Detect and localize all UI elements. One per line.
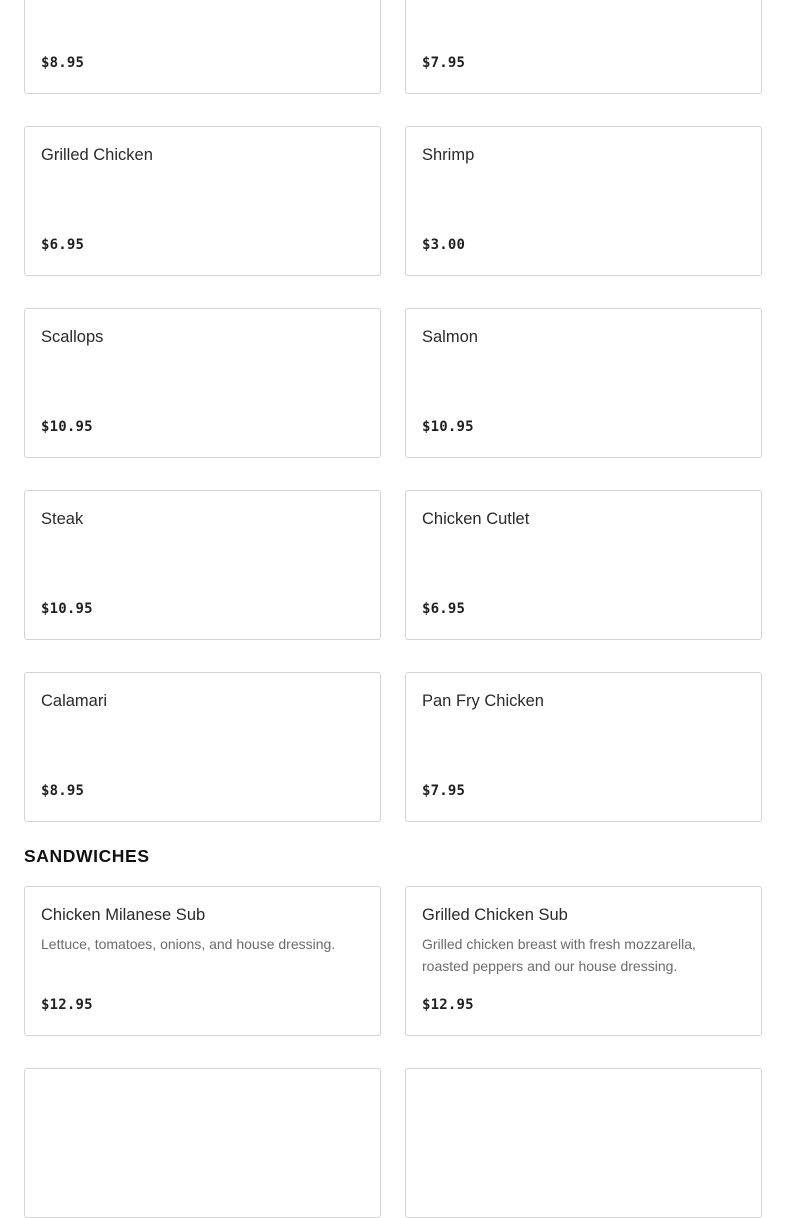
menu-item-description: Grilled chicken breast with fresh mozzarella, roasted peppers and our house dressing. [422,936,696,974]
menu-item-price: $7.95 [422,783,466,799]
menu-item-card[interactable] [24,1068,381,1218]
menu-item-name: Calamari [41,692,108,710]
menu-item-price: $3.00 [422,237,466,253]
menu-item-name: Chicken Cutlet [422,510,530,528]
menu-item-card[interactable] [405,0,762,94]
menu-item-price: $7.95 [422,55,466,71]
menu-item-card[interactable] [405,672,762,822]
menu-item-price: $8.95 [41,55,85,71]
menu-item-name: Shrimp [422,146,475,164]
menu-item-description: Lettuce, tomatoes, onions, and house dressing. [41,936,336,952]
menu-item-card[interactable] [24,0,381,94]
menu-item-name: Chicken Milanese Sub [41,906,206,924]
menu-item-card[interactable] [405,886,762,1036]
menu-item-price: $12.95 [41,997,93,1013]
menu-item-price: $8.95 [41,783,85,799]
menu-item-name: Grilled Chicken Sub [422,906,568,924]
menu-item-name: Steak [41,510,84,528]
menu-item-card[interactable] [24,490,381,640]
menu-item-name: Grilled Chicken [41,146,153,164]
menu-item-card[interactable] [24,126,381,276]
menu-item-card[interactable] [405,126,762,276]
menu-item-price: $10.95 [41,419,93,435]
menu-item-price: $6.95 [41,237,85,253]
menu-item-price: $10.95 [422,419,474,435]
menu-item-card[interactable] [24,308,381,458]
menu-item-name: Pan Fry Chicken [422,692,544,710]
menu-item-price: $12.95 [422,997,474,1013]
menu-item-card[interactable] [405,1068,762,1218]
section-title-sandwiches: SANDWICHES [24,846,150,866]
menu-item-price: $10.95 [41,601,93,617]
menu-item-card[interactable] [405,490,762,640]
menu-item-name: Scallops [41,328,104,346]
menu-item-card[interactable] [24,886,381,1036]
menu-item-card[interactable] [405,308,762,458]
menu-item-card[interactable] [24,672,381,822]
menu-item-name: Salmon [422,328,478,346]
menu-item-price: $6.95 [422,601,466,617]
